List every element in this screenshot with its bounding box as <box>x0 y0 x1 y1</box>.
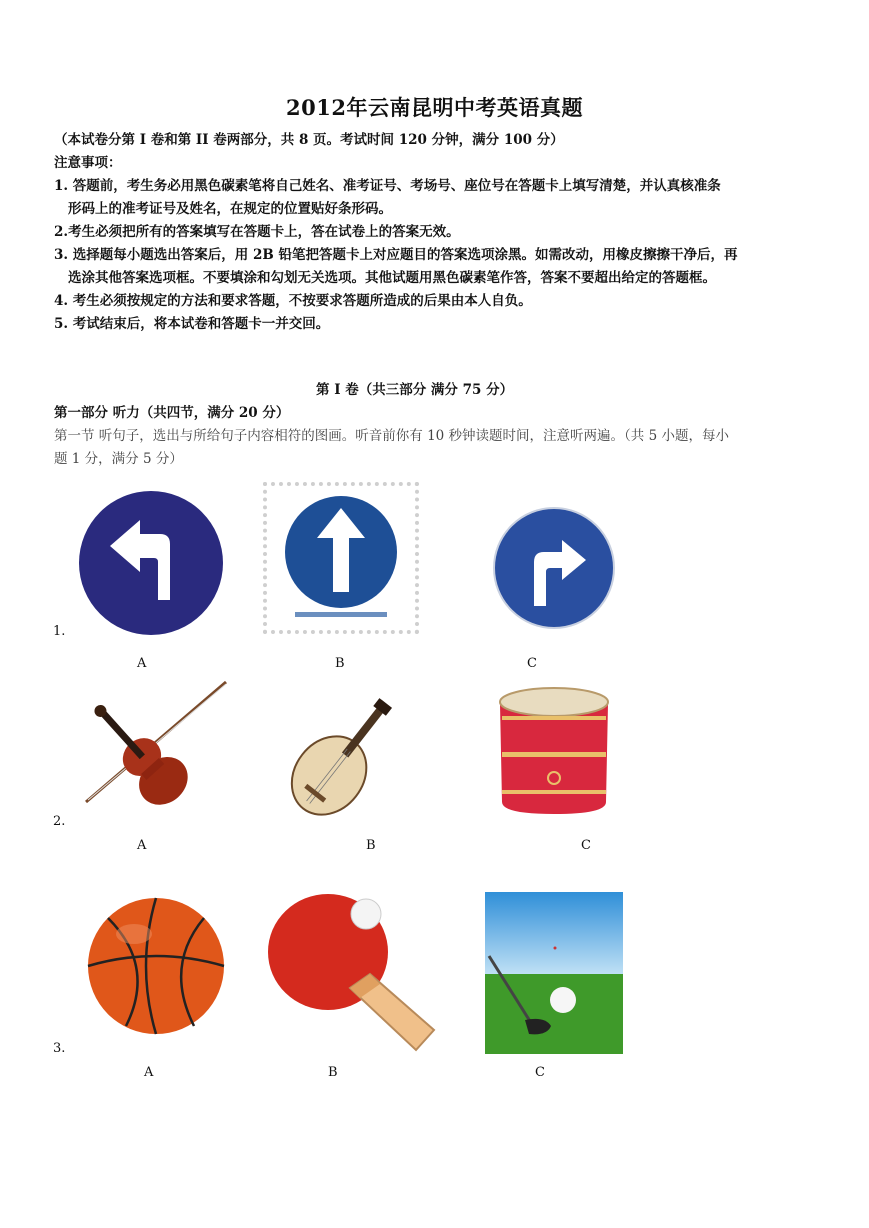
notice-item: 选涂其他答案选项框。不要填涂和勾划无关选项。其他试题用黑色碳素笔作答，答案不要超出给定的答题框。 <box>68 270 716 286</box>
question-number: 3. <box>53 1041 66 1056</box>
option-label: A <box>137 838 147 853</box>
turn-right-sign-image <box>492 506 616 630</box>
question-number: 2. <box>53 814 66 829</box>
notice-item: 5. 考试结束后，将本试卷和答题卡一并交回。 <box>54 316 330 332</box>
part-heading: 第一部分 听力（共四节，满分 20 分） <box>54 405 290 421</box>
page-title: 2012年云南昆明中考英语真题 <box>286 95 583 120</box>
option-label: B <box>335 656 345 671</box>
ping-pong-paddle-image <box>266 890 438 1055</box>
drum-image <box>494 682 614 820</box>
violin-image <box>80 676 230 826</box>
notice-item: 2.考生必须把所有的答案填写在答题卡上，答在试卷上的答案无效。 <box>54 224 460 240</box>
question-number: 1. <box>53 624 66 639</box>
option-label: A <box>137 656 147 671</box>
option-label: C <box>527 656 537 671</box>
basketball-image <box>86 886 226 1042</box>
notice-heading: 注意事项： <box>54 155 122 171</box>
option-label: B <box>328 1065 338 1080</box>
section-instructions-cont: 题 1 分，满分 5 分） <box>54 451 183 467</box>
pipa-image <box>280 690 410 825</box>
option-label: A <box>144 1065 154 1080</box>
notice-item: 4. 考生必须按规定的方法和要求答题，不按要求答题所造成的后果由本人自负。 <box>54 293 532 309</box>
notice-item: 1. 答题前，考生务必用黑色碳素笔将自己姓名、准考证号、考场号、座位号在答题卡上填写清楚，并认真核准条 <box>54 178 721 194</box>
exam-subtitle: （本试卷分第 I 卷和第 II 卷两部分，共 8 页。考试时间 120 分钟，满分 100 分） <box>54 132 564 148</box>
section-instructions: 第一节 听句子，选出与所给句子内容相符的图画。听音前你有 10 秒钟读题时间，注意听两遍。（共 5 小题，每小 <box>54 428 729 444</box>
golf-image <box>485 892 623 1054</box>
volume-heading: 第 I 卷（共三部分 满分 75 分） <box>316 382 514 398</box>
turn-left-sign-image <box>78 490 224 636</box>
straight-sign-image <box>263 482 419 634</box>
option-label: C <box>581 838 591 853</box>
notice-item: 3. 选择题每小题选出答案后，用 2B 铅笔把答题卡上对应题目的答案选项涂黑。如需改动，用橡皮擦擦干净后，再 <box>54 247 738 263</box>
option-label: C <box>535 1065 545 1080</box>
option-label: B <box>366 838 376 853</box>
notice-item: 形码上的准考证号及姓名，在规定的位置贴好条形码。 <box>68 201 392 217</box>
